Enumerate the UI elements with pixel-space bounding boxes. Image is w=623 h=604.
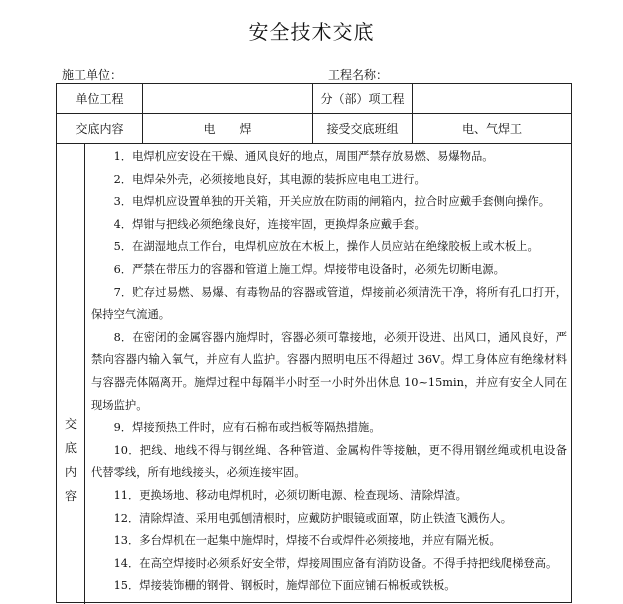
side-char: 底 — [64, 441, 77, 455]
safety-item: 11．更换场地、移动电焊机时，必须切断电源、检查现场、清除焊渣。 — [113, 488, 467, 502]
sub-project-label: 分（部）项工程 — [313, 84, 413, 113]
safety-item: 3．电焊机应设置单独的开关箱，开关应放在防雨的闸箱内，拉合时应戴手套侧向操作。 — [113, 195, 551, 209]
receiving-team-value: 电、气焊工 — [461, 122, 522, 136]
safety-item: 14．在高空焊接时必须系好安全带，焊接周围应备有消防设备。不得手持把线爬梯登高。 — [113, 556, 558, 570]
safety-item: 1．电焊机应安设在干燥、通风良好的地点，周围严禁存放易燃、易爆物品。 — [113, 150, 494, 163]
project-name-label: 工程名称： — [328, 68, 389, 82]
safety-item: 6．严禁在带压力的容器和管道上施工焊。焊接带电设备时，必须先切断电源。 — [113, 262, 505, 276]
sub-project-value — [413, 84, 571, 113]
side-char: 内 — [64, 465, 77, 479]
briefing-content-label: 交底内容 — [57, 114, 143, 143]
content-side-column — [57, 144, 85, 604]
safety-item: 2．电焊朵外壳，必须接地良好，其电源的装拆应电电工进行。 — [113, 172, 426, 186]
construction-unit-label: 施工单位： — [62, 68, 123, 82]
content-side-label — [57, 412, 85, 508]
safety-item: 7．贮存过易燃、易爆、有毒物品的容器或管道，焊接前必须清洗干净，将所有孔口打开，保持空气流通。 — [91, 285, 567, 322]
briefing-table — [56, 83, 572, 603]
unit-project-value — [143, 84, 313, 113]
safety-item: 8．在密闭的金属容器内施焊时，容器必须可靠接地，必须开设进、出风口，通风良好，严禁向容器内输入氧气，并应有人监护。容器内照明电压不得超过 36V。焊工身体应有绝缘材料与容器壳体隔离开。施焊过程中每隔半小时至一小时外出休息 10~15min，并应有安全人同在现场监护。 — [91, 330, 567, 412]
side-char: 容 — [64, 489, 77, 503]
receiving-team-label: 接受交底班组 — [313, 114, 413, 143]
briefing-content-value: 电 焊 — [143, 114, 313, 143]
safety-item: 5．在湖湿地点工作台，电焊机应放在木板上，操作人员应站在绝缘胶板上或木板上。 — [113, 240, 539, 254]
document-title: 安全技术交底 — [248, 20, 375, 44]
safety-item: 4．焊钳与把线必须绝缘良好，连接牢固，更换焊条应戴手套。 — [113, 217, 426, 231]
table-row-unit-project — [57, 84, 571, 114]
side-char: 交 — [64, 417, 77, 431]
safety-item: 12．清除焊渣、采用电弧刨清根时，应戴防护眼镜或面罩，防止铁渣飞溅伤人。 — [113, 511, 513, 525]
safety-item: 10．把线、地线不得与钢丝绳、各种管道、金属构件等接触，更不得用钢丝绳或机电设备代替零线，所有地线接头，必须连接牢固。 — [91, 443, 567, 480]
safety-items-list — [91, 146, 567, 598]
table-row-briefing — [57, 114, 571, 144]
safety-item: 9．焊接预热工件时，应有石棉布或挡板等隔热措施。 — [113, 421, 381, 435]
safety-item: 15．焊接装饰栅的钢骨、钢板时，施焊部位下面应铺石棉板或铁板。 — [113, 579, 456, 593]
safety-item: 13．多台焊机在一起集中施焊时，焊接不台或焊件必须接地，并应有隔光板。 — [113, 534, 501, 548]
unit-project-label: 单位工程 — [57, 84, 143, 113]
